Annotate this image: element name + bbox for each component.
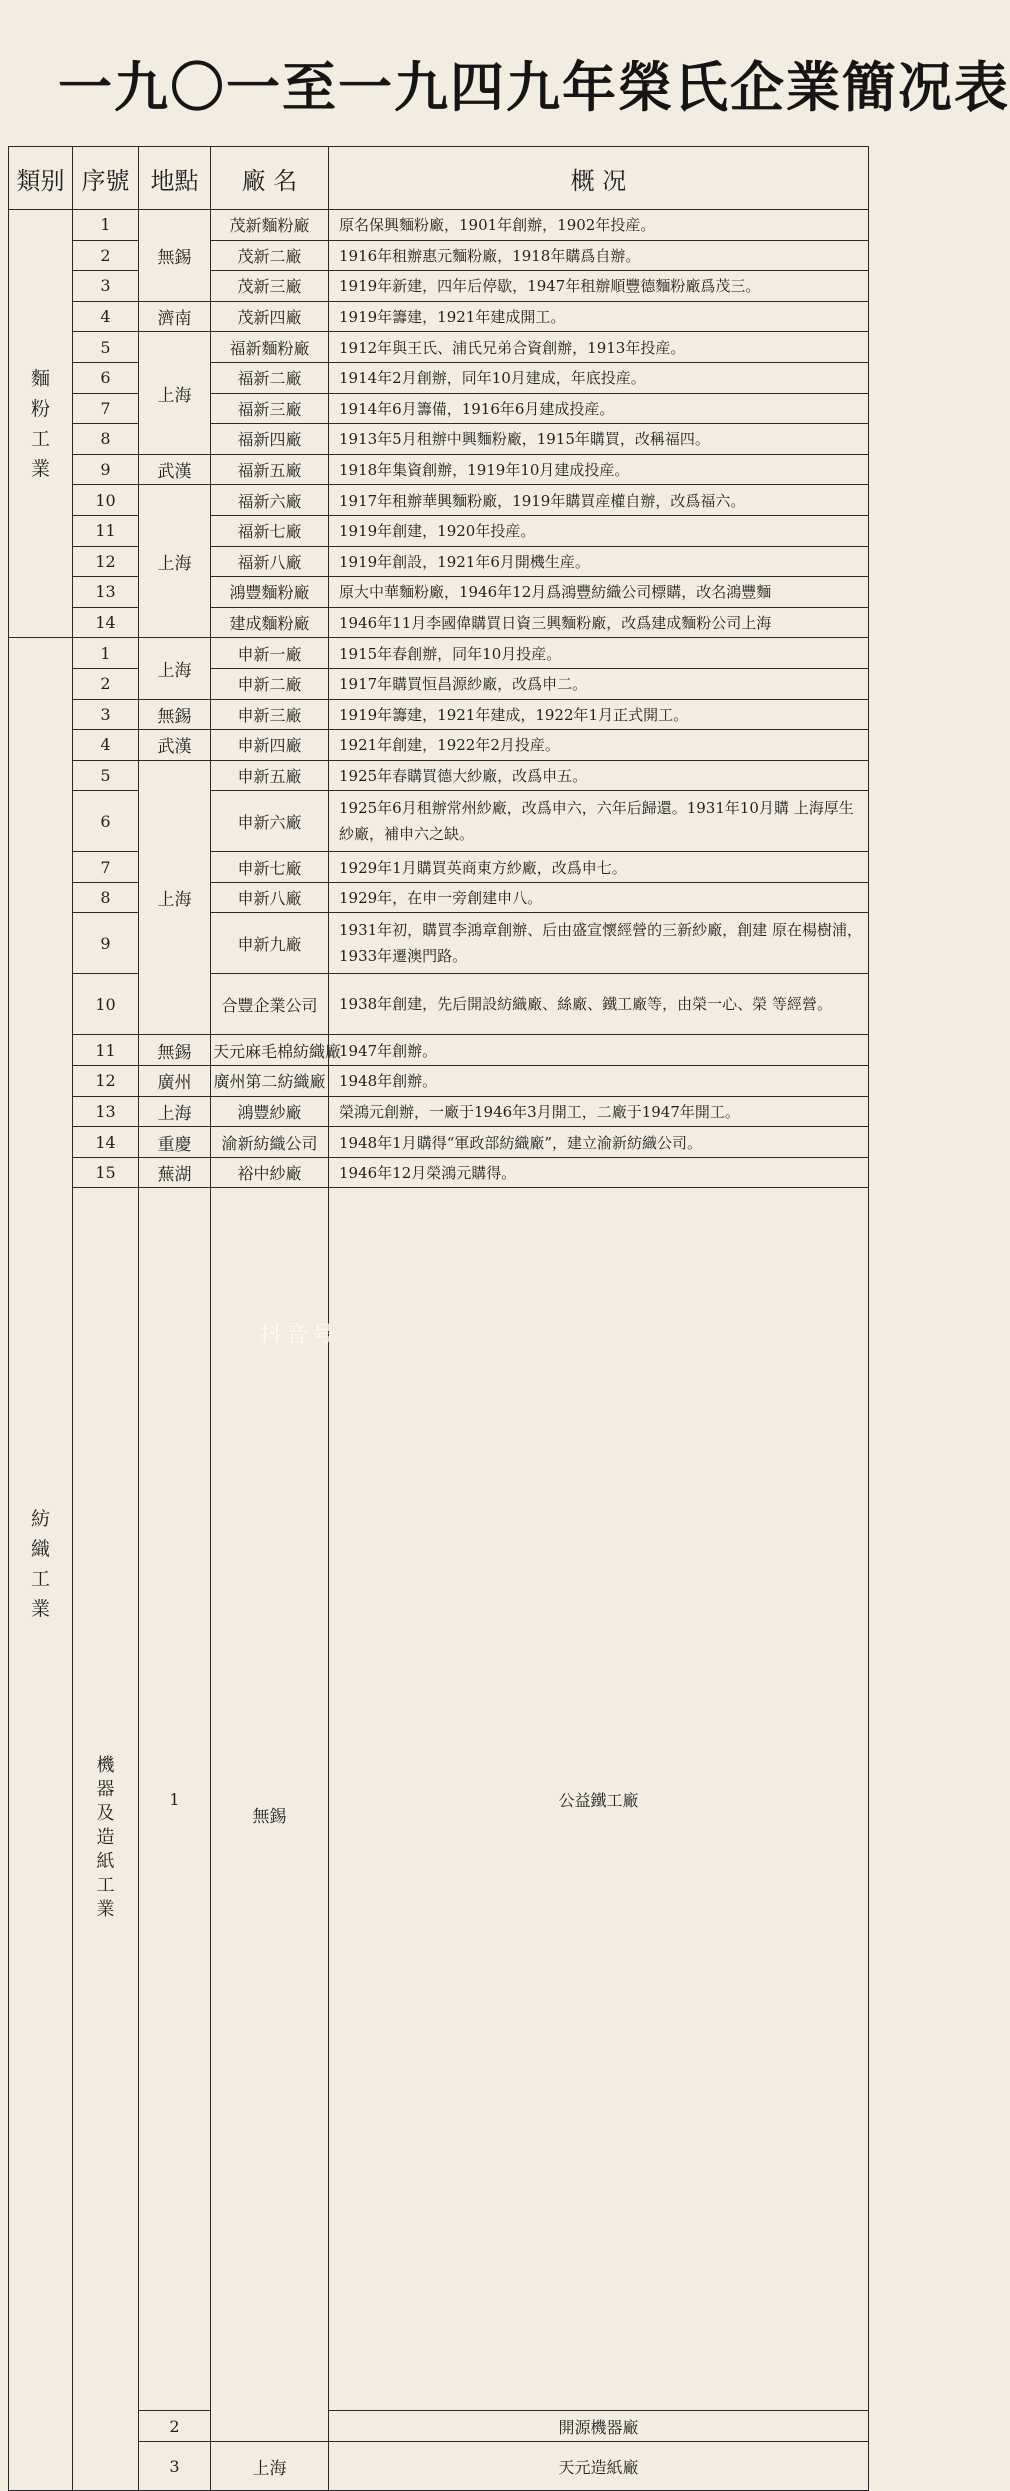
row-number: 5 xyxy=(73,332,139,363)
row-summary: 1919年創設，1921年6月開機生産。 xyxy=(329,546,869,577)
row-factory: 福新四廠 xyxy=(211,424,329,455)
table-row xyxy=(9,668,869,699)
row-summary: 1919年新建，四年后停歇，1947年租辦順豐德麵粉廠爲茂三。 xyxy=(329,271,869,302)
row-number: 1 xyxy=(73,638,139,669)
table-row xyxy=(9,454,869,485)
row-summary: 1947年創辦。 xyxy=(329,1035,869,1066)
header-summary: 概 况 xyxy=(329,147,869,210)
row-number: 13 xyxy=(73,1096,139,1127)
table-row xyxy=(9,1188,869,2411)
row-summary: 1925年6月租辦常州紗廠，改爲申六，六年后歸還。1931年10月購 上海厚生紗廠，補申六之缺。 xyxy=(329,791,869,852)
row-factory: 天元麻毛棉紡織廠 xyxy=(211,1035,329,1066)
table-row xyxy=(9,332,869,363)
row-location: 濟南 xyxy=(139,301,211,332)
table-row xyxy=(9,699,869,730)
row-summary: 1916年租辦惠元麵粉廠，1918年購爲自辦。 xyxy=(329,240,869,271)
header-factory: 廠 名 xyxy=(211,147,329,210)
row-number: 1 xyxy=(139,1188,211,2411)
row-number: 3 xyxy=(73,271,139,302)
table-row xyxy=(9,424,869,455)
row-number: 6 xyxy=(73,362,139,393)
table-row xyxy=(9,210,869,241)
row-number: 14 xyxy=(73,1127,139,1158)
table-row xyxy=(9,577,869,608)
row-summary: 1921年創建，1922年2月投産。 xyxy=(329,730,869,761)
category-textile: 紡織工業 xyxy=(9,638,73,2491)
row-summary: 1925年春購買德大紗廠，改爲申五。 xyxy=(329,760,869,791)
row-factory: 福新七廠 xyxy=(211,515,329,546)
row-factory: 建成麵粉廠 xyxy=(211,607,329,638)
row-summary: 1914年6月籌備，1916年6月建成投産。 xyxy=(329,393,869,424)
row-factory: 公益鐵工廠 xyxy=(329,1188,869,2411)
row-number: 13 xyxy=(73,577,139,608)
row-summary: 1913年5月租辦中興麵粉廠，1915年購買，改稱福四。 xyxy=(329,424,869,455)
row-summary: 1948年1月購得“軍政部紡織廠”，建立渝新紡織公司。 xyxy=(329,1127,869,1158)
row-summary: 1919年創建，1920年投産。 xyxy=(329,515,869,546)
row-factory: 鴻豐紗廠 xyxy=(211,1096,329,1127)
row-factory: 裕中紗廠 xyxy=(211,1157,329,1188)
table-row xyxy=(9,607,869,638)
row-location: 上海 xyxy=(139,760,211,1035)
table-row xyxy=(9,393,869,424)
row-location: 無錫 xyxy=(211,1188,329,2442)
table-row xyxy=(9,791,869,852)
row-factory: 申新一廠 xyxy=(211,638,329,669)
row-location: 上海 xyxy=(139,332,211,454)
row-factory: 天元造紙廠 xyxy=(329,2442,869,2491)
row-summary: 1946年12月榮鴻元購得。 xyxy=(329,1157,869,1188)
row-location: 上海 xyxy=(139,1096,211,1127)
row-factory: 合豐企業公司 xyxy=(211,974,329,1035)
row-summary: 1931年初，購買李鴻章創辦、后由盛宣懷經營的三新紗廠，創建 原在楊樹浦，1933年遷澳門路。 xyxy=(329,913,869,974)
page-title: 一九〇一至一九四九年榮氏企業簡况表 xyxy=(58,55,1010,119)
table-row xyxy=(9,301,869,332)
row-summary: 1917年購買恒昌源紗廠，改爲申二。 xyxy=(329,668,869,699)
row-number: 8 xyxy=(73,424,139,455)
row-number: 15 xyxy=(73,1157,139,1188)
table-header-row xyxy=(9,147,869,210)
row-number: 11 xyxy=(73,1035,139,1066)
header-category: 類别 xyxy=(9,147,73,210)
table-row xyxy=(9,974,869,1035)
row-location: 武漢 xyxy=(139,454,211,485)
row-number: 2 xyxy=(139,2411,211,2442)
table-row xyxy=(9,271,869,302)
table-row xyxy=(9,1127,869,1158)
row-number: 2 xyxy=(73,668,139,699)
row-number: 1 xyxy=(73,210,139,241)
row-factory: 申新八廠 xyxy=(211,882,329,913)
header-number: 序號 xyxy=(73,147,139,210)
row-factory: 廣州第二紡織廠 xyxy=(211,1066,329,1097)
row-number: 9 xyxy=(73,913,139,974)
row-factory: 福新二廠 xyxy=(211,362,329,393)
row-location: 武漢 xyxy=(139,730,211,761)
row-location: 無錫 xyxy=(139,1035,211,1066)
row-location: 無錫 xyxy=(139,699,211,730)
row-number: 11 xyxy=(73,515,139,546)
table-row xyxy=(9,760,869,791)
row-factory: 茂新二廠 xyxy=(211,240,329,271)
row-factory: 開源機器廠 xyxy=(329,2411,869,2442)
table-row xyxy=(9,882,869,913)
row-factory: 申新四廠 xyxy=(211,730,329,761)
row-summary: 1929年，在申一旁創建申八。 xyxy=(329,882,869,913)
table-row xyxy=(9,913,869,974)
table-row xyxy=(9,546,869,577)
row-factory: 鴻豐麵粉廠 xyxy=(211,577,329,608)
row-location: 廣州 xyxy=(139,1066,211,1097)
row-summary: 1912年與王氏、浦氏兄弟合資創辦，1913年投産。 xyxy=(329,332,869,363)
row-factory: 申新二廠 xyxy=(211,668,329,699)
row-summary: 1938年創建，先后開設紡織廠、絲廠、鐵工廠等，由榮一心、榮 等經營。 xyxy=(329,974,869,1035)
row-location: 上海 xyxy=(139,485,211,638)
row-factory: 茂新三廠 xyxy=(211,271,329,302)
row-number: 6 xyxy=(73,791,139,852)
row-number: 9 xyxy=(73,454,139,485)
row-number: 10 xyxy=(73,485,139,516)
row-factory: 申新三廠 xyxy=(211,699,329,730)
table-row xyxy=(9,362,869,393)
row-number: 10 xyxy=(73,974,139,1035)
table-row xyxy=(9,485,869,516)
table-row xyxy=(9,240,869,271)
row-factory: 申新七廠 xyxy=(211,852,329,883)
row-summary: 1929年1月購買英商東方紗廠，改爲申七。 xyxy=(329,852,869,883)
row-location: 上海 xyxy=(139,638,211,699)
row-number: 3 xyxy=(73,699,139,730)
row-summary: 1915年春創辦，同年10月投産。 xyxy=(329,638,869,669)
row-summary: 1919年籌建，1921年建成，1922年1月正式開工。 xyxy=(329,699,869,730)
table-row xyxy=(9,852,869,883)
row-factory: 福新三廠 xyxy=(211,393,329,424)
row-summary: 1917年租辦華興麵粉廠，1919年購買産權自辦，改爲福六。 xyxy=(329,485,869,516)
row-location: 重慶 xyxy=(139,1127,211,1158)
row-number: 7 xyxy=(73,393,139,424)
row-number: 12 xyxy=(73,1066,139,1097)
row-summary: 原名保興麵粉廠，1901年創辦，1902年投産。 xyxy=(329,210,869,241)
table-row xyxy=(9,638,869,669)
row-factory: 渝新紡織公司 xyxy=(211,1127,329,1158)
row-number: 4 xyxy=(73,730,139,761)
row-number: 14 xyxy=(73,607,139,638)
row-location: 上海 xyxy=(211,2442,329,2491)
table-row xyxy=(9,1066,869,1097)
row-factory: 申新九廠 xyxy=(211,913,329,974)
table-row xyxy=(9,1096,869,1127)
row-factory: 福新六廠 xyxy=(211,485,329,516)
table-row xyxy=(9,730,869,761)
row-summary: 榮鴻元創辦，一廠于1946年3月開工，二廠于1947年開工。 xyxy=(329,1096,869,1127)
table-row xyxy=(9,515,869,546)
header-location: 地點 xyxy=(139,147,211,210)
row-factory: 福新五廠 xyxy=(211,454,329,485)
row-summary: 1914年2月創辦，同年10月建成，年底投産。 xyxy=(329,362,869,393)
row-summary: 1948年創辦。 xyxy=(329,1066,869,1097)
row-summary: 1918年集資創辦，1919年10月建成投産。 xyxy=(329,454,869,485)
row-factory: 申新五廠 xyxy=(211,760,329,791)
table-row xyxy=(9,1157,869,1188)
row-number: 12 xyxy=(73,546,139,577)
row-summary: 1946年11月李國偉購買日資三興麵粉廠，改爲建成麵粉公司上海 xyxy=(329,607,869,638)
row-summary: 1919年籌建，1921年建成開工。 xyxy=(329,301,869,332)
category-machinery: 機器及造紙工業 xyxy=(73,1188,139,2491)
row-number: 3 xyxy=(139,2442,211,2491)
row-number: 5 xyxy=(73,760,139,791)
enterprise-table-container xyxy=(8,146,862,2479)
row-factory: 福新麵粉廠 xyxy=(211,332,329,363)
row-number: 2 xyxy=(73,240,139,271)
row-number: 7 xyxy=(73,852,139,883)
row-location: 蕪湖 xyxy=(139,1157,211,1188)
row-summary: 原大中華麵粉廠，1946年12月爲鴻豐紡織公司標購，改名鴻豐麵 xyxy=(329,577,869,608)
row-factory: 茂新四廠 xyxy=(211,301,329,332)
enterprise-table xyxy=(8,146,869,2491)
table-row xyxy=(9,1035,869,1066)
watermark: 抖音号 xyxy=(260,1323,339,1348)
row-number: 4 xyxy=(73,301,139,332)
row-factory: 茂新麵粉廠 xyxy=(211,210,329,241)
category-flour: 麵粉工業 xyxy=(9,210,73,638)
row-location: 無錫 xyxy=(139,210,211,302)
row-factory: 申新六廠 xyxy=(211,791,329,852)
row-number: 8 xyxy=(73,882,139,913)
row-factory: 福新八廠 xyxy=(211,546,329,577)
